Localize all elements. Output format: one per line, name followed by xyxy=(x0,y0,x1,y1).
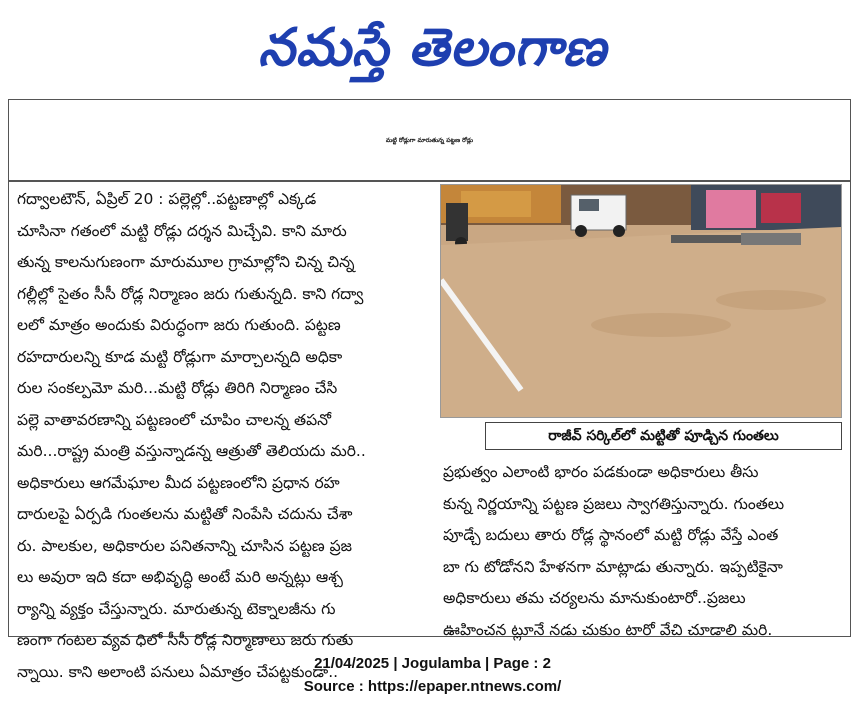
road-photo-illustration xyxy=(441,185,841,417)
article-line: తున్న కాలనుగుణంగా మారుమూల గ్రామాల్లోని చిన్న చిన్న xyxy=(17,253,355,271)
headline-divider xyxy=(9,180,850,182)
photo-caption xyxy=(485,422,842,450)
article-line: గల్లీల్లో సైతం సీసీ రోడ్ల నిర్మాణం జరు గుతున్నది. కాని గద్వా xyxy=(17,284,364,303)
article-line: బా గు టోడోనని హేళనగా మాట్లాడు తున్నారు. ఇప్పటికైనా xyxy=(443,557,783,576)
page-footer xyxy=(0,652,865,698)
article-line: న్నాయి. కాని అలాంటి పనులు ఏమాత్రం చేపట్టకుండా.. xyxy=(17,662,339,681)
article-line: చూసినా గతంలో మట్టి రోడ్లు దర్శన మిచ్చేవి. కాని మారు xyxy=(17,221,347,240)
article-line: ఊహించన ట్లూనే నడు చుకుం టారో వేచి చూడాలి మరి. xyxy=(443,620,773,639)
article-line: దారులపై ఏర్పడి గుంతలను మట్టితో నింపేసి చదును చేశా xyxy=(17,505,353,523)
article-line: అధికారులు ఆగమేఘాల మీద పట్టణంలోని ప్రధాన రహ xyxy=(17,473,340,492)
article-line: ర్యాన్ని వ్యక్తం చేస్తున్నారు. మారుతున్న టెక్నాలజీను గు xyxy=(17,599,336,618)
edition-info: 21/04/2025 | Jogulamba | Page : 2 xyxy=(314,655,551,672)
article-line: రుల సంకల్పమో మరి...మట్టి రోడ్లు తిరిగి నిర్మాణం చేసి xyxy=(17,379,338,397)
article-line: గద్వాలటౌన్, ఏప్రిల్ 20 : పల్లెల్లో..పట్టణాల్లో ఎక్కడ xyxy=(17,190,317,208)
article-line: కున్న నిర్ణయాన్ని పట్టణ ప్రజలు స్వాగతిస్తున్నారు. గుంతలు xyxy=(443,494,785,513)
article-line: మరి...రాష్ట్ర మంత్రి వస్తున్నాడన్న ఆత్రుతో తెలియదు మరి.. xyxy=(17,442,366,460)
photo-caption-text: రాజీవ్ సర్కిల్‌లో మట్టితో పూడ్చిన గుంతలు xyxy=(548,428,779,444)
article-line: అధికారులు తమ చర్యలను మానుకుంటారో..ప్రజలు xyxy=(443,589,746,607)
article-line: లు అవురా ఇది కదా అభివృద్ధి అంటే మరి అన్నట్లు ఆశ్చ xyxy=(17,568,343,586)
article-line: లలో మాత్రం అందుకు విరుద్ధంగా జరు గుతుంది. పట్టణ xyxy=(17,316,341,334)
article-line: ణంగా గంటల వ్యవ ధిలో సీసీ రోడ్ల నిర్మాణాలు జరు గుతు xyxy=(17,631,354,649)
masthead-title: నమస్తే తెలంగాణ xyxy=(258,18,607,78)
source-link[interactable]: Source : https://epaper.ntnews.com/ xyxy=(303,678,562,695)
article-line: పల్లె వాతావరణాన్ని పట్టణంలో చూపిం చాలన్న తపనో xyxy=(17,410,332,429)
masthead-logo xyxy=(0,6,865,90)
article-line: పూడ్చే బదులు తారు రోడ్ల స్థానంలో మట్టి రోడ్లు వేస్తే ఎంత xyxy=(443,526,779,544)
article-line: ప్రభుత్వం ఎలాంటి భారం పడకుండా అధికారులు తీసు xyxy=(443,463,759,481)
article-line: రహదారులన్ని కూడ మట్టి రోడ్లుగా మార్చాలన్నది అధికా xyxy=(17,347,343,366)
news-photo xyxy=(440,184,842,418)
article-headline: మట్టి రోడ్లుగా మారుతున్న పట్టణ రోడ్లు xyxy=(385,137,474,144)
article-line: రు. పాలకుల, అధికారుల పనితనాన్ని చూసిన పట్టణ ప్రజ xyxy=(17,536,353,555)
article-right-column xyxy=(443,457,843,639)
